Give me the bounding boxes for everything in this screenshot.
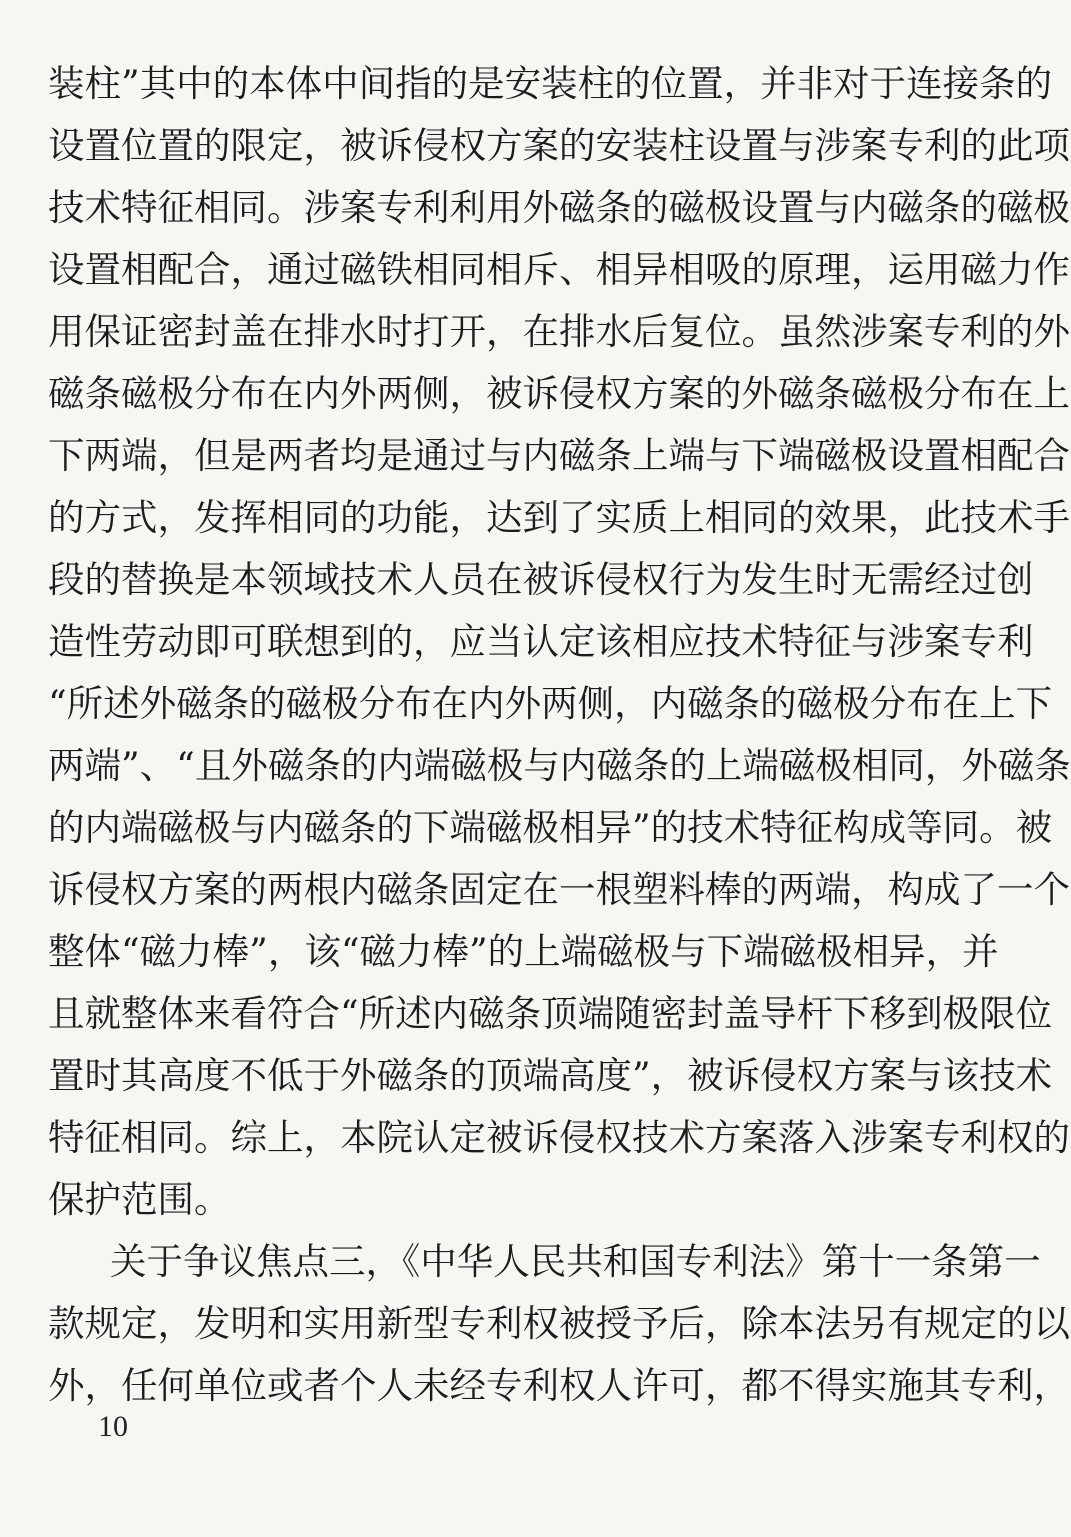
text-line: 诉侵权方案的两根内磁条固定在一根塑料棒的两端，构成了一个 [48, 868, 1070, 911]
text-line: 外，任何单位或者个人未经专利权人许可，都不得实施其专利， [48, 1364, 1070, 1407]
text-line: 整体“磁力棒”，该“磁力棒”的上端磁极与下端磁极相异，并 [48, 930, 999, 973]
text-line: 款规定，发明和实用新型专利权被授予后，除本法另有规定的以 [48, 1302, 1070, 1345]
text-line: 下两端，但是两者均是通过与内磁条上端与下端磁极设置相配合 [48, 434, 1070, 477]
text-line: 的方式，发挥相同的功能，达到了实质上相同的效果，此技术手 [48, 496, 1070, 539]
text-line: 设置相配合，通过磁铁相同相斥、相异相吸的原理，运用磁力作 [48, 248, 1070, 291]
text-line: 段的替换是本领域技术人员在被诉侵权行为发生时无需经过创 [48, 558, 1034, 601]
text-line: 装柱”其中的本体中间指的是安装柱的位置，并非对于连接条的 [48, 62, 1053, 105]
text-line: 置时其高度不低于外磁条的顶端高度”，被诉侵权方案与该技术 [48, 1054, 1053, 1097]
text-line: 关于争议焦点三，《中华人民共和国专利法》第十一条第一 [110, 1240, 1041, 1283]
text-line: 且就整体来看符合“所述内磁条顶端随密封盖导杆下移到极限位 [48, 992, 1053, 1035]
text-line: 保护范围。 [48, 1178, 231, 1221]
text-line: 技术特征相同。涉案专利利用外磁条的磁极设置与内磁条的磁极 [48, 186, 1070, 229]
text-line: 用保证密封盖在排水时打开，在排水后复位。虽然涉案专利的外 [48, 310, 1070, 353]
text-line: 的内端磁极与内磁条的下端磁极相异”的技术特征构成等同。被 [48, 806, 1053, 849]
page-number: 10 [98, 1410, 128, 1443]
text-line: 造性劳动即可联想到的，应当认定该相应技术特征与涉案专利 [48, 620, 1034, 663]
text-line: 两端”、“且外磁条的内端磁极与内磁条的上端磁极相同，外磁条 [48, 744, 1071, 787]
text-line: 设置位置的限定，被诉侵权方案的安装柱设置与涉案专利的此项 [48, 124, 1070, 167]
text-line: “所述外磁条的磁极分布在内外两侧，内磁条的磁极分布在上下 [48, 682, 1053, 725]
text-line: 特征相同。综上，本院认定被诉侵权技术方案落入涉案专利权的 [48, 1116, 1070, 1159]
text-line: 磁条磁极分布在内外两侧，被诉侵权方案的外磁条磁极分布在上 [48, 372, 1070, 415]
